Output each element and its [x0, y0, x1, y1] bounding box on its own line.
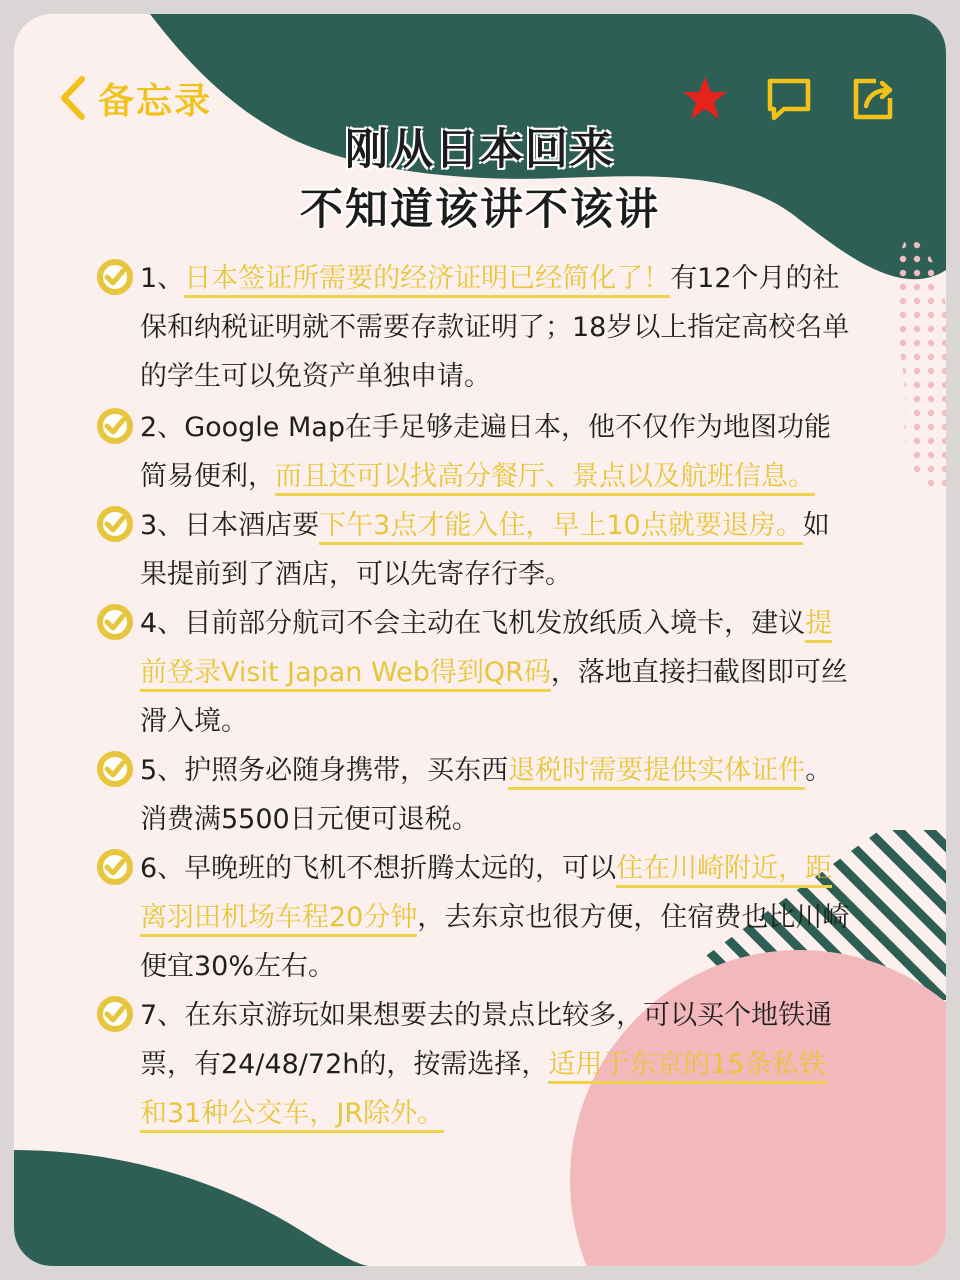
tip-number: 7、 [140, 1000, 185, 1031]
tip-text-after: ，去东京也很方便，住宿费也比川崎便宜30%左右。 [140, 902, 850, 982]
tip-text-before: Google Map在手足够走遍日本，他不仅作为地图功能简易便利， [140, 412, 831, 492]
check-icon [96, 258, 134, 296]
chevron-left-icon [56, 75, 90, 121]
tip-number: 6、 [140, 853, 185, 884]
tip-text-before: 日本酒店要 [184, 510, 320, 541]
tip-text-before: 目前部分航司不会主动在飞机发放纸质入境卡，建议 [184, 608, 806, 639]
tip-text-after: 有12个月的社保和纳税证明就不需要存款证明了；18岁以上指定高校名单的学生可以免资产单独申请。 [140, 263, 850, 392]
tip-text-after: 。消费满5500日元便可退税。 [140, 755, 833, 835]
tip-item [96, 746, 856, 844]
tip-item [96, 254, 856, 401]
check-icon [96, 995, 134, 1033]
tip-text [140, 501, 852, 599]
tip-text [140, 991, 852, 1138]
tip-text [140, 599, 852, 746]
tip-text-before: 在东京游玩如果想要去的景点比较多，可以买个地铁通票，有24/48/72h的，按需选择， [140, 1000, 833, 1080]
tip-item [96, 991, 856, 1138]
tip-highlight: 住在川崎附近，距离羽田机场车程20分钟 [140, 853, 832, 937]
tip-text [140, 746, 852, 844]
tip-text-before: 早晚班的飞机不想折腾太远的，可以 [184, 853, 617, 884]
back-label: 备忘录 [98, 80, 213, 122]
check-icon [96, 848, 134, 886]
title-line-1: 刚从日本回来 [345, 125, 615, 175]
tip-text [140, 254, 852, 401]
tip-highlight: 适用于东京的15条私铁和31种公交车，JR除外。 [140, 1049, 826, 1133]
tip-highlight: 提前登录Visit Japan Web得到QR码 [140, 608, 832, 692]
check-icon [96, 603, 134, 641]
check-icon [96, 407, 134, 445]
check-icon [96, 505, 134, 543]
tip-text-after: ，落地直接扫截图即可丝滑入境。 [140, 657, 848, 737]
tip-number: 3、 [140, 510, 185, 541]
tip-highlight: 而且还可以找高分餐厅、景点以及航班信息。 [275, 461, 815, 496]
tip-text [140, 403, 852, 501]
tip-item [96, 599, 856, 746]
tip-text-after: 如果提前到了酒店，可以先寄存行李。 [140, 510, 830, 590]
title-line-2: 不知道该讲不该讲 [300, 185, 660, 235]
tip-item [96, 403, 856, 501]
tip-text-before: 护照务必随身携带，买东西 [184, 755, 509, 786]
tip-item [96, 501, 856, 599]
check-icon [96, 750, 134, 788]
tip-number: 5、 [140, 755, 185, 786]
tip-text [140, 844, 852, 991]
tip-highlight: 退税时需要提供实体证件 [508, 755, 805, 790]
tip-number: 2、 [140, 412, 185, 443]
tip-item [96, 844, 856, 991]
tip-highlight: 下午3点才能入住，早上10点就要退房。 [319, 510, 803, 545]
tip-number: 4、 [140, 608, 185, 639]
tip-number: 1、 [140, 263, 185, 294]
tip-highlight: 日本签证所需要的经济证明已经简化了！ [184, 263, 670, 298]
